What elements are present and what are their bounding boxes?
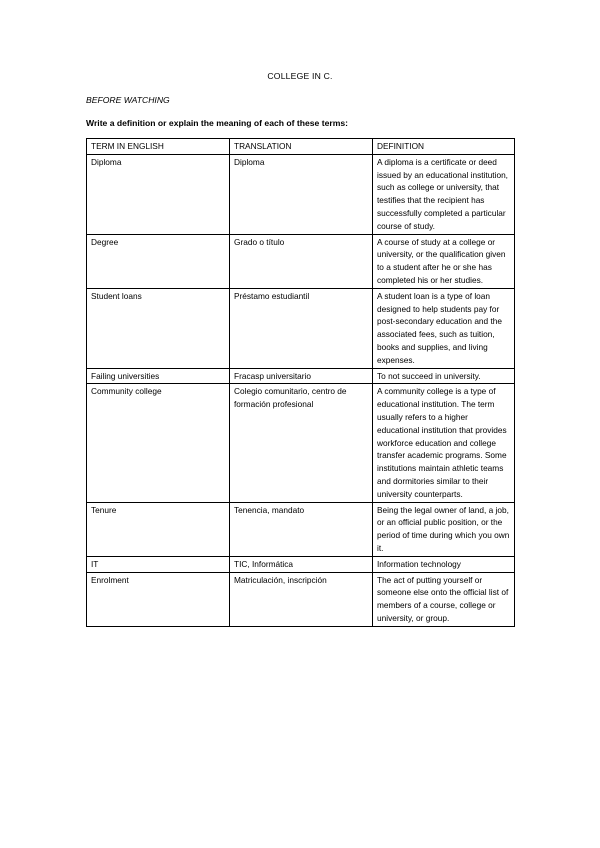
translation-cell: Matriculación, inscripción xyxy=(230,572,373,626)
table-row xyxy=(87,502,515,556)
table-header-row xyxy=(87,139,515,155)
header-translation: TRANSLATION xyxy=(230,139,373,155)
translation-cell: TIC, Informática xyxy=(230,556,373,572)
definition-cell: Being the legal owner of land, a job, or an official public position, or the period of time during which you own it. xyxy=(373,502,515,556)
table-row xyxy=(87,368,515,384)
table-row xyxy=(87,154,515,234)
table-row xyxy=(87,288,515,368)
definition-cell: A community college is a type of educational institution. The term usually refers to a higher educational institution that provides workforce education and college transfer academic programs. Some institutions maintain athletic teams and dormitories similar to their university counterparts. xyxy=(373,384,515,502)
translation-cell: Colegio comunitario, centro de formación profesional xyxy=(230,384,373,502)
definition-cell: Information technology xyxy=(373,556,515,572)
term-cell: IT xyxy=(87,556,230,572)
translation-cell: Tenencia, mandato xyxy=(230,502,373,556)
table-row xyxy=(87,384,515,502)
translation-cell: Préstamo estudiantil xyxy=(230,288,373,368)
term-cell: Failing universities xyxy=(87,368,230,384)
table-row xyxy=(87,556,515,572)
term-cell: Diploma xyxy=(87,154,230,234)
table-row xyxy=(87,572,515,626)
definition-cell: The act of putting yourself or someone else onto the official list of members of a course, college or university, or group. xyxy=(373,572,515,626)
term-cell: Tenure xyxy=(87,502,230,556)
instruction-text: Write a definition or explain the meaning of each of these terms: xyxy=(86,118,348,128)
table-row xyxy=(87,234,515,288)
term-cell: Student loans xyxy=(87,288,230,368)
term-cell: Degree xyxy=(87,234,230,288)
terms-table xyxy=(86,138,515,627)
section-label: BEFORE WATCHING xyxy=(86,95,170,105)
definition-cell: A course of study at a college or university, or the qualification given to a student after he or she has completed his or her studies. xyxy=(373,234,515,288)
term-cell: Enrolment xyxy=(87,572,230,626)
page-title: COLLEGE IN C. xyxy=(267,71,333,81)
term-cell: Community college xyxy=(87,384,230,502)
translation-cell: Fracasp universitario xyxy=(230,368,373,384)
definition-cell: A student loan is a type of loan designed to help students pay for post-secondary education and the associated fees, such as tuition, books and supplies, and living expenses. xyxy=(373,288,515,368)
definition-cell: A diploma is a certificate or deed issued by an educational institution, such as college or university, that testifies that the recipient has successfully completed a particular course of study. xyxy=(373,154,515,234)
translation-cell: Grado o título xyxy=(230,234,373,288)
header-definition: DEFINITION xyxy=(373,139,515,155)
translation-cell: Diploma xyxy=(230,154,373,234)
definition-cell: To not succeed in university. xyxy=(373,368,515,384)
header-term: TERM IN ENGLISH xyxy=(87,139,230,155)
